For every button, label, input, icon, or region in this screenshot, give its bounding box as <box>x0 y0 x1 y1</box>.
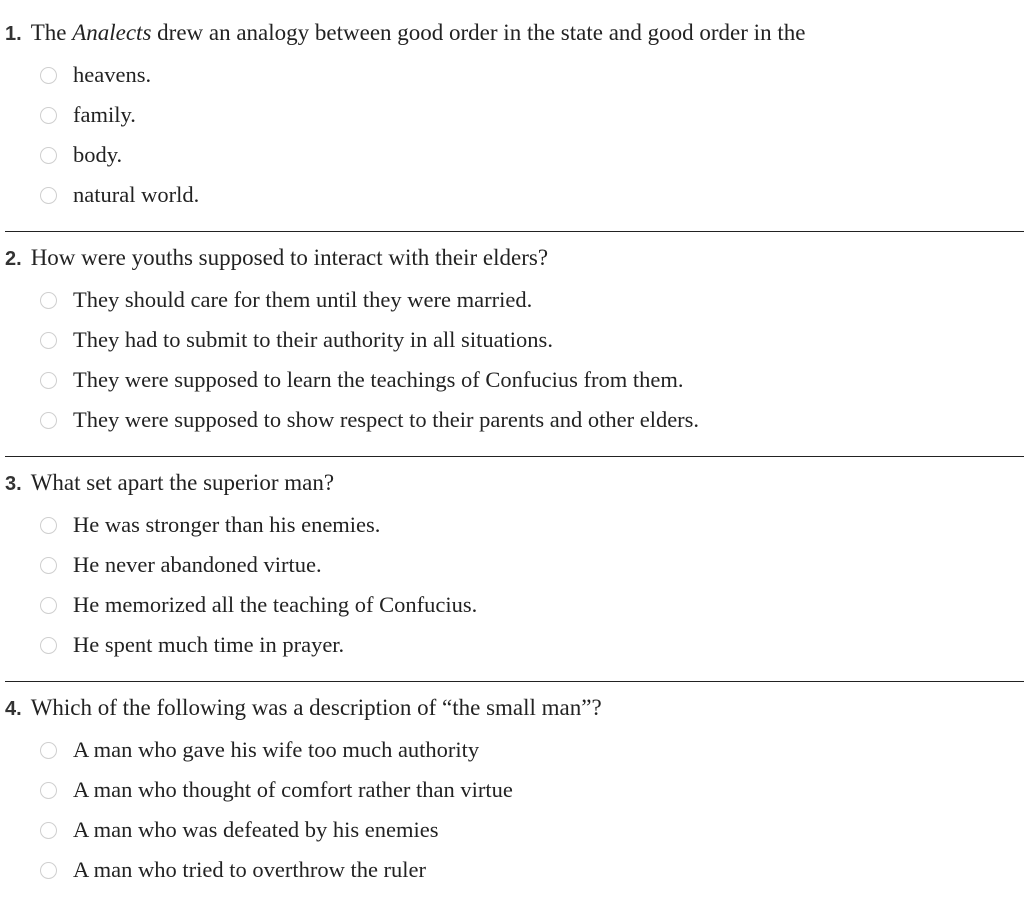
radio-button[interactable] <box>40 637 57 654</box>
question-4-text <box>31 695 602 720</box>
question-3-option-2[interactable] <box>36 549 322 581</box>
option-label: He never abandoned virtue. <box>73 552 322 577</box>
question-4-header <box>5 692 602 724</box>
question-3-header <box>5 467 334 499</box>
question-1-option-2[interactable] <box>36 99 136 131</box>
option-label: He spent much time in prayer. <box>73 632 345 657</box>
option-label: He was stronger than his enemies. <box>73 512 381 537</box>
question-3 <box>0 450 1024 675</box>
radio-button[interactable] <box>40 67 57 84</box>
radio-button[interactable] <box>40 412 57 429</box>
question-3-number: 3. <box>5 473 22 495</box>
question-1-option-3[interactable] <box>36 139 122 171</box>
question-1-text-italic: Analects <box>72 20 152 45</box>
question-1-text-before: The <box>30 20 73 45</box>
question-2-text-before: How were youths supposed to interact with their elders? <box>30 245 549 270</box>
radio-button[interactable] <box>40 822 57 839</box>
question-2-option-2[interactable] <box>36 324 553 356</box>
question-3-option-4[interactable] <box>36 629 344 661</box>
question-3-text-before: What set apart the superior man? <box>30 470 335 495</box>
question-2 <box>0 225 1024 450</box>
radio-button[interactable] <box>40 517 57 534</box>
question-1-option-4[interactable] <box>36 179 199 211</box>
radio-button[interactable] <box>40 557 57 574</box>
question-2-option-4[interactable] <box>36 404 699 436</box>
question-2-option-3[interactable] <box>36 364 683 396</box>
question-2-number: 2. <box>5 248 22 270</box>
option-label: They were supposed to learn the teachings of Confucius from them. <box>73 367 684 392</box>
question-1-number: 1. <box>5 23 22 45</box>
radio-button[interactable] <box>40 332 57 349</box>
question-1-option-1[interactable] <box>36 59 151 91</box>
question-3-option-3[interactable] <box>36 589 477 621</box>
radio-button[interactable] <box>40 147 57 164</box>
radio-button[interactable] <box>40 742 57 759</box>
option-label: A man who thought of comfort rather than virtue <box>73 777 513 802</box>
radio-button[interactable] <box>40 292 57 309</box>
option-label: A man who tried to overthrow the ruler <box>73 857 427 882</box>
question-2-text <box>31 245 548 270</box>
question-1-header <box>5 17 805 49</box>
radio-button[interactable] <box>40 782 57 799</box>
question-3-option-1[interactable] <box>36 509 380 541</box>
option-label: body. <box>73 142 123 167</box>
radio-button[interactable] <box>40 862 57 879</box>
radio-button[interactable] <box>40 372 57 389</box>
option-label: A man who gave his wife too much authority <box>73 737 480 762</box>
question-4 <box>0 675 1024 900</box>
radio-button[interactable] <box>40 597 57 614</box>
question-1 <box>0 0 1024 225</box>
question-3-text <box>31 470 334 495</box>
option-label: They were supposed to show respect to their parents and other elders. <box>73 407 700 432</box>
option-label: They had to submit to their authority in all situations. <box>73 327 553 352</box>
question-4-option-4[interactable] <box>36 854 426 886</box>
option-label: heavens. <box>73 62 152 87</box>
option-label: natural world. <box>73 182 200 207</box>
question-4-option-1[interactable] <box>36 734 479 766</box>
question-2-header <box>5 242 548 274</box>
question-2-option-1[interactable] <box>36 284 532 316</box>
question-1-text <box>31 20 806 45</box>
option-label: family. <box>73 102 136 127</box>
question-4-option-3[interactable] <box>36 814 439 846</box>
radio-button[interactable] <box>40 107 57 124</box>
option-label: A man who was defeated by his enemies <box>73 817 439 842</box>
question-4-number: 4. <box>5 698 22 720</box>
option-label: They should care for them until they were married. <box>73 287 533 312</box>
question-4-text-before: Which of the following was a description of “the small man”? <box>30 695 602 720</box>
option-label: He memorized all the teaching of Confucius. <box>73 592 478 617</box>
question-1-text-after: drew an analogy between good order in the state and good order in the <box>151 20 806 45</box>
question-4-option-2[interactable] <box>36 774 513 806</box>
radio-button[interactable] <box>40 187 57 204</box>
